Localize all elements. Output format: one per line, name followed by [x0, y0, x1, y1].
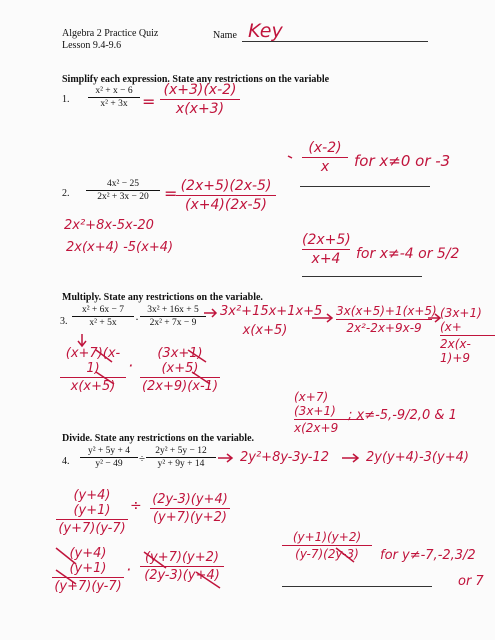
- strike-mark: [56, 570, 76, 584]
- p3-restriction: ; x≠-5,-9/2,0 & 1: [348, 408, 457, 423]
- p1-work-num: (x+3)(x-2): [163, 82, 237, 98]
- p3-fac1-den: x(x+5): [70, 379, 116, 394]
- p2-restriction: for x≠-4 or 5/2: [356, 246, 460, 262]
- p3-num2: 3x² + 16x + 5: [147, 305, 199, 315]
- strike-mark: [96, 372, 114, 384]
- p3-operator: ·: [135, 312, 139, 326]
- p3-num1: x² + 6x − 7: [81, 305, 125, 315]
- name-value: Key: [248, 20, 283, 42]
- p4-den1: y² − 49: [95, 459, 123, 469]
- p3-den2: 2x² + 7x − 9: [149, 318, 197, 328]
- p2-work-den: (x+4)(2x-5): [185, 197, 267, 213]
- p2-answer-num: (2x+5): [302, 232, 351, 248]
- p3-fac2-den: (2x+9)(x-1): [141, 379, 219, 394]
- p3-answer-num: (x+7)(3x+1): [294, 390, 336, 418]
- p4-restriction-cont: or 7: [458, 574, 484, 589]
- p3-den1: x² + 5x: [89, 318, 117, 328]
- p3-step1-den: x(x+5): [242, 323, 288, 338]
- p3-number: 3.: [60, 316, 68, 327]
- p2-denominator: 2x² + 3x − 20: [97, 192, 149, 202]
- tick-mark: [288, 156, 292, 158]
- p4-operator: ÷: [139, 453, 146, 465]
- p4-inv1-den: (y+7)(y-7): [54, 579, 122, 594]
- p1-denominator: x² + 3x: [100, 99, 128, 109]
- strike-mark: [188, 350, 206, 362]
- p1-answer-den: x: [320, 159, 330, 175]
- p4-number: 4.: [62, 456, 70, 467]
- name-label: Name: [213, 30, 237, 41]
- strike-mark: [96, 350, 112, 362]
- p4-fac1-num: (y+4)(y+1): [73, 488, 111, 518]
- section2-instruction: Multiply. State any restrictions on the variable.: [62, 292, 263, 303]
- p4-fac1-den: (y+7)(y-7): [58, 521, 126, 536]
- strike-mark: [56, 548, 76, 564]
- strike-mark: [144, 552, 166, 568]
- p3-step2-num: 3x(x+5)+1(x+5): [336, 304, 437, 318]
- p3-fac2-num: (3x+1)(x+5): [157, 346, 203, 376]
- p3-answer-den: x(2x+9: [294, 421, 339, 435]
- arrow-icon: [312, 314, 332, 322]
- p2-side-step2: 2x(x+4) -5(x+4): [66, 240, 174, 255]
- p2-equals: =: [164, 184, 178, 203]
- p1-work-den: x(x+3): [175, 101, 225, 117]
- p3-fac1-num: (x+7)(x-1): [65, 346, 121, 376]
- p3-step1-num: 3x²+15x+1x+5: [220, 304, 323, 319]
- lesson-label: Lesson 9.4-9.6: [62, 40, 122, 51]
- strike-mark: [196, 572, 220, 588]
- p2-numerator: 4x² − 25: [107, 179, 139, 189]
- p1-restriction: for x≠0 or -3: [354, 152, 451, 170]
- p3-fac-dot: ·: [128, 356, 134, 375]
- p2-side-step1: 2x²+8x-5x-20: [64, 218, 154, 233]
- p4-num1: y² + 5y + 4: [87, 446, 131, 456]
- p1-equals: =: [142, 92, 156, 111]
- p4-inv2-den: (2y-3)(y+4): [144, 568, 220, 583]
- p4-answer-num: (y+1)(y+2): [292, 530, 362, 544]
- p4-fac2-num: (2y-3)(y+4): [152, 492, 228, 507]
- p1-number: 1.: [62, 94, 70, 105]
- p4-fac2-den: (y+7)(y+2): [152, 510, 227, 525]
- p4-step1: 2y²+8y-3y-12: [240, 450, 329, 465]
- p3-step3-num: (3x+1)(x+: [440, 306, 482, 334]
- p4-den2: y² + 9y + 14: [157, 459, 205, 469]
- arrow-icon: [342, 454, 358, 462]
- p3-step3-den: 2x(x-1)+9: [440, 337, 471, 365]
- p4-inv-dot: ·: [126, 560, 132, 579]
- p3-step2-den: 2x²-2x+9x-9: [346, 321, 422, 335]
- strike-mark: [192, 372, 210, 384]
- p1-answer-num: (x-2): [308, 140, 342, 156]
- p4-step2: 2y(y+4)-3(y+4): [366, 450, 469, 465]
- p4-answer-den: (y-7)(2y-3): [295, 547, 359, 561]
- arrow-icon: [218, 454, 232, 462]
- arrow-icon: [428, 314, 440, 322]
- quiz-title: Algebra 2 Practice Quiz: [62, 28, 159, 39]
- p4-fac-div: ÷: [130, 498, 142, 514]
- p4-num2: 2y² + 5y − 12: [155, 446, 207, 456]
- strike-mark: [336, 548, 354, 562]
- arrow-icon: [204, 309, 216, 317]
- p2-work-num: (2x+5)(2x-5): [180, 178, 272, 194]
- p1-numerator: x² + x − 6: [95, 86, 133, 96]
- p4-inv1-num: (y+4)(y+1): [69, 546, 107, 576]
- p4-restriction: for y≠-7,-2,3/2: [380, 548, 476, 563]
- arrow-icon: [78, 334, 86, 346]
- section3-instruction: Divide. State any restrictions on the variable.: [62, 433, 255, 444]
- p2-answer-den: x+4: [311, 251, 341, 267]
- p2-number: 2.: [62, 188, 70, 199]
- section1-instruction: Simplify each expression. State any restrictions on the variable: [62, 74, 330, 85]
- p4-inv2-num: (y+7)(y+2): [144, 550, 219, 565]
